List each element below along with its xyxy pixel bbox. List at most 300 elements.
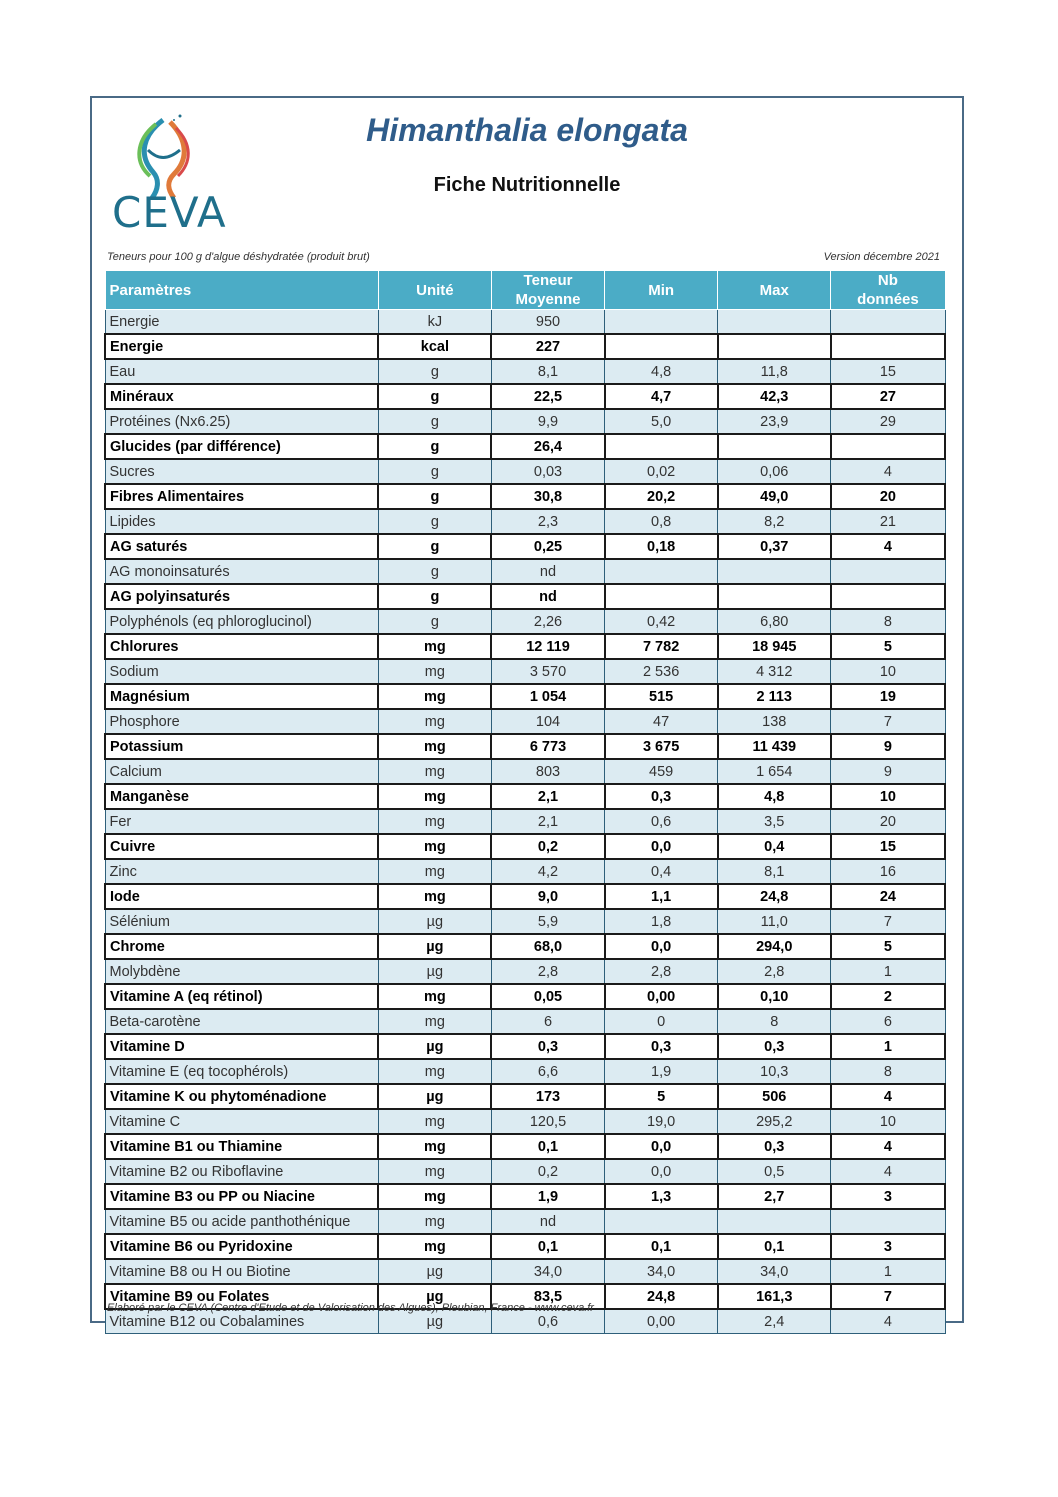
cell-parametre: Vitamine B1 ou Thiamine xyxy=(105,1134,378,1159)
cell-parametre: Zinc xyxy=(105,859,378,884)
table-row xyxy=(105,859,945,884)
cell-max: 0,1 xyxy=(718,1234,831,1259)
cell-min: 1,1 xyxy=(605,884,718,909)
cell-teneur: 6,6 xyxy=(491,1059,604,1084)
cell-parametre: Glucides (par différence) xyxy=(105,434,378,459)
cell-min xyxy=(605,310,718,335)
cell-parametre: Vitamine D xyxy=(105,1034,378,1059)
cell-max: 4 312 xyxy=(718,659,831,684)
cell-nb xyxy=(831,1209,945,1234)
cell-min: 0,02 xyxy=(605,459,718,484)
cell-teneur: 12 119 xyxy=(491,634,604,659)
cell-nb: 5 xyxy=(831,934,945,959)
cell-nb: 19 xyxy=(831,684,945,709)
cell-teneur: 1,9 xyxy=(491,1184,604,1209)
table-row xyxy=(105,709,945,734)
cell-unite: µg xyxy=(378,909,491,934)
cell-unite: mg xyxy=(378,1209,491,1234)
table-row xyxy=(105,984,945,1009)
cell-unite: mg xyxy=(378,634,491,659)
cell-unite: kcal xyxy=(378,334,491,359)
cell-unite: mg xyxy=(378,1134,491,1159)
cell-max: 506 xyxy=(718,1084,831,1109)
cell-max xyxy=(718,434,831,459)
cell-min: 0,00 xyxy=(605,1309,718,1334)
table-row xyxy=(105,1234,945,1259)
cell-min: 5,0 xyxy=(605,409,718,434)
cell-nb: 27 xyxy=(831,384,945,409)
cell-min: 47 xyxy=(605,709,718,734)
cell-nb: 6 xyxy=(831,1009,945,1034)
cell-unite: µg xyxy=(378,1084,491,1109)
cell-unite: g xyxy=(378,384,491,409)
cell-teneur: 2,1 xyxy=(491,784,604,809)
header-unite: Unité xyxy=(378,271,491,310)
cell-min: 0,3 xyxy=(605,784,718,809)
cell-min xyxy=(605,584,718,609)
cell-unite: mg xyxy=(378,984,491,1009)
cell-max: 1 654 xyxy=(718,759,831,784)
cell-unite: g xyxy=(378,484,491,509)
table-row xyxy=(105,934,945,959)
cell-teneur: 0,3 xyxy=(491,1034,604,1059)
cell-min: 1,3 xyxy=(605,1184,718,1209)
cell-teneur: 0,2 xyxy=(491,834,604,859)
table-row xyxy=(105,659,945,684)
cell-min: 2 536 xyxy=(605,659,718,684)
header-nb-donnees: Nb données xyxy=(831,271,945,310)
cell-max: 24,8 xyxy=(718,884,831,909)
table-row xyxy=(105,959,945,984)
cell-unite: g xyxy=(378,409,491,434)
table-row xyxy=(105,759,945,784)
cell-max: 3,5 xyxy=(718,809,831,834)
cell-teneur: 950 xyxy=(491,310,604,335)
cell-max xyxy=(718,1209,831,1234)
cell-parametre: Minéraux xyxy=(105,384,378,409)
cell-parametre: Vitamine E (eq tocophérols) xyxy=(105,1059,378,1084)
table-row xyxy=(105,509,945,534)
cell-unite: mg xyxy=(378,884,491,909)
cell-parametre: Energie xyxy=(105,334,378,359)
cell-unite: µg xyxy=(378,934,491,959)
cell-max xyxy=(718,559,831,584)
cell-parametre: AG monoinsaturés xyxy=(105,559,378,584)
cell-parametre: Sodium xyxy=(105,659,378,684)
cell-parametre: Magnésium xyxy=(105,684,378,709)
cell-min: 1,9 xyxy=(605,1059,718,1084)
cell-max xyxy=(718,584,831,609)
cell-teneur: 173 xyxy=(491,1084,604,1109)
cell-nb xyxy=(831,434,945,459)
cell-teneur: 104 xyxy=(491,709,604,734)
cell-max: 23,9 xyxy=(718,409,831,434)
cell-parametre: Eau xyxy=(105,359,378,384)
cell-nb: 4 xyxy=(831,1159,945,1184)
cell-max: 294,0 xyxy=(718,934,831,959)
table-body xyxy=(105,310,945,1334)
table-row xyxy=(105,1184,945,1209)
cell-parametre: Vitamine B2 ou Riboflavine xyxy=(105,1159,378,1184)
cell-parametre: Chlorures xyxy=(105,634,378,659)
cell-teneur: 9,9 xyxy=(491,409,604,434)
cell-unite: g xyxy=(378,534,491,559)
cell-unite: mg xyxy=(378,1109,491,1134)
table-row xyxy=(105,1059,945,1084)
cell-unite: µg xyxy=(378,959,491,984)
cell-min: 0,4 xyxy=(605,859,718,884)
cell-unite: µg xyxy=(378,1034,491,1059)
table-row xyxy=(105,1084,945,1109)
cell-parametre: AG saturés xyxy=(105,534,378,559)
cell-teneur: nd xyxy=(491,559,604,584)
cell-min xyxy=(605,334,718,359)
cell-unite: g xyxy=(378,609,491,634)
cell-parametre: Vitamine B12 ou Cobalamines xyxy=(105,1309,378,1334)
cell-nb: 3 xyxy=(831,1234,945,1259)
page-title: Himanthalia elongata xyxy=(366,112,688,148)
table-row xyxy=(105,409,945,434)
cell-nb xyxy=(831,334,945,359)
table-row xyxy=(105,310,945,335)
cell-min xyxy=(605,434,718,459)
cell-teneur: 803 xyxy=(491,759,604,784)
cell-unite: g xyxy=(378,509,491,534)
cell-max: 42,3 xyxy=(718,384,831,409)
table-row xyxy=(105,359,945,384)
cell-teneur: 2,3 xyxy=(491,509,604,534)
cell-teneur: 6 xyxy=(491,1009,604,1034)
cell-nb: 9 xyxy=(831,759,945,784)
cell-nb: 7 xyxy=(831,709,945,734)
cell-teneur: 3 570 xyxy=(491,659,604,684)
cell-max: 2 113 xyxy=(718,684,831,709)
cell-parametre: Sucres xyxy=(105,459,378,484)
cell-nb: 4 xyxy=(831,1084,945,1109)
cell-parametre: Vitamine K ou phytoménadione xyxy=(105,1084,378,1109)
cell-teneur: nd xyxy=(491,584,604,609)
table-row xyxy=(105,459,945,484)
cell-nb: 8 xyxy=(831,609,945,634)
table-row xyxy=(105,1134,945,1159)
cell-teneur: 22,5 xyxy=(491,384,604,409)
cell-max: 0,10 xyxy=(718,984,831,1009)
cell-nb: 10 xyxy=(831,659,945,684)
cell-max: 11,8 xyxy=(718,359,831,384)
page-subtitle: Fiche Nutritionnelle xyxy=(433,174,621,196)
cell-unite: µg xyxy=(378,1259,491,1284)
cell-parametre: AG polyinsaturés xyxy=(105,584,378,609)
cell-min: 0,3 xyxy=(605,1034,718,1059)
cell-nb: 5 xyxy=(831,634,945,659)
cell-teneur: 26,4 xyxy=(491,434,604,459)
cell-unite: mg xyxy=(378,759,491,784)
table-row xyxy=(105,1159,945,1184)
cell-unite: kJ xyxy=(378,310,491,335)
cell-min: 0,0 xyxy=(605,1134,718,1159)
cell-min: 3 675 xyxy=(605,734,718,759)
cell-max: 138 xyxy=(718,709,831,734)
header-parametres: Paramètres xyxy=(105,271,378,310)
table-row xyxy=(105,1209,945,1234)
nutrition-table xyxy=(104,270,946,1334)
cell-parametre: Iode xyxy=(105,884,378,909)
cell-parametre: Vitamine B3 ou PP ou Niacine xyxy=(105,1184,378,1209)
cell-min: 4,7 xyxy=(605,384,718,409)
cell-max: 4,8 xyxy=(718,784,831,809)
cell-unite: mg xyxy=(378,1159,491,1184)
cell-unite: mg xyxy=(378,1184,491,1209)
cell-unite: mg xyxy=(378,1059,491,1084)
cell-teneur: 2,8 xyxy=(491,959,604,984)
table-row xyxy=(105,534,945,559)
cell-min: 0,0 xyxy=(605,834,718,859)
cell-max: 0,3 xyxy=(718,1034,831,1059)
cell-max: 11 439 xyxy=(718,734,831,759)
cell-max: 0,3 xyxy=(718,1134,831,1159)
table-row xyxy=(105,334,945,359)
cell-min: 34,0 xyxy=(605,1259,718,1284)
table-row xyxy=(105,1109,945,1134)
cell-min: 20,2 xyxy=(605,484,718,509)
table-row xyxy=(105,634,945,659)
cell-parametre: Fibres Alimentaires xyxy=(105,484,378,509)
header-teneur-moyenne: Teneur Moyenne xyxy=(491,271,604,310)
cell-teneur: 68,0 xyxy=(491,934,604,959)
cell-nb: 3 xyxy=(831,1184,945,1209)
cell-teneur: 2,26 xyxy=(491,609,604,634)
cell-max: 11,0 xyxy=(718,909,831,934)
cell-nb: 2 xyxy=(831,984,945,1009)
cell-parametre: Fer xyxy=(105,809,378,834)
table-row xyxy=(105,484,945,509)
cell-teneur: 83,5 xyxy=(491,1284,604,1309)
cell-teneur: 30,8 xyxy=(491,484,604,509)
cell-min: 0,0 xyxy=(605,934,718,959)
cell-nb: 10 xyxy=(831,1109,945,1134)
table-header-row xyxy=(105,271,945,310)
cell-max: 0,37 xyxy=(718,534,831,559)
cell-parametre: Vitamine B8 ou H ou Biotine xyxy=(105,1259,378,1284)
cell-max: 2,8 xyxy=(718,959,831,984)
cell-min: 0,00 xyxy=(605,984,718,1009)
cell-nb: 4 xyxy=(831,1309,945,1334)
cell-parametre: Vitamine C xyxy=(105,1109,378,1134)
cell-teneur: 4,2 xyxy=(491,859,604,884)
cell-teneur: 227 xyxy=(491,334,604,359)
cell-unite: mg xyxy=(378,1009,491,1034)
cell-nb: 4 xyxy=(831,1134,945,1159)
cell-nb: 7 xyxy=(831,1284,945,1309)
cell-parametre: Vitamine B6 ou Pyridoxine xyxy=(105,1234,378,1259)
cell-nb: 24 xyxy=(831,884,945,909)
cell-teneur: 0,1 xyxy=(491,1134,604,1159)
cell-unite: µg xyxy=(378,1309,491,1334)
cell-parametre: Potassium xyxy=(105,734,378,759)
cell-max: 34,0 xyxy=(718,1259,831,1284)
cell-min: 0 xyxy=(605,1009,718,1034)
cell-unite: g xyxy=(378,434,491,459)
cell-max: 0,06 xyxy=(718,459,831,484)
table-row xyxy=(105,609,945,634)
cell-teneur: 2,1 xyxy=(491,809,604,834)
cell-min: 19,0 xyxy=(605,1109,718,1134)
cell-parametre: Vitamine B9 ou Folates xyxy=(105,1284,378,1309)
table-row xyxy=(105,384,945,409)
cell-min: 5 xyxy=(605,1084,718,1109)
cell-min: 2,8 xyxy=(605,959,718,984)
content-note: Teneurs pour 100 g d'algue déshydratée (produit brut) xyxy=(107,251,370,263)
cell-min: 4,8 xyxy=(605,359,718,384)
cell-unite: g xyxy=(378,459,491,484)
cell-teneur: nd xyxy=(491,1209,604,1234)
logo-text: CEVA xyxy=(112,188,227,237)
cell-teneur: 0,6 xyxy=(491,1309,604,1334)
table-row xyxy=(105,809,945,834)
cell-max: 2,7 xyxy=(718,1184,831,1209)
cell-nb: 10 xyxy=(831,784,945,809)
table-row xyxy=(105,1259,945,1284)
cell-teneur: 0,03 xyxy=(491,459,604,484)
cell-min: 0,6 xyxy=(605,809,718,834)
cell-unite: g xyxy=(378,584,491,609)
cell-nb: 1 xyxy=(831,959,945,984)
cell-min: 1,8 xyxy=(605,909,718,934)
cell-parametre: Vitamine B5 ou acide panthothénique xyxy=(105,1209,378,1234)
cell-nb: 20 xyxy=(831,809,945,834)
cell-min: 24,8 xyxy=(605,1284,718,1309)
cell-unite: mg xyxy=(378,809,491,834)
cell-nb: 16 xyxy=(831,859,945,884)
cell-nb: 7 xyxy=(831,909,945,934)
cell-nb: 8 xyxy=(831,1059,945,1084)
cell-min: 0,18 xyxy=(605,534,718,559)
cell-unite: mg xyxy=(378,784,491,809)
cell-max: 0,4 xyxy=(718,834,831,859)
cell-max: 18 945 xyxy=(718,634,831,659)
cell-unite: mg xyxy=(378,1234,491,1259)
cell-nb: 21 xyxy=(831,509,945,534)
cell-teneur: 0,25 xyxy=(491,534,604,559)
cell-min: 459 xyxy=(605,759,718,784)
cell-unite: g xyxy=(378,359,491,384)
table-row xyxy=(105,834,945,859)
cell-nb: 29 xyxy=(831,409,945,434)
cell-parametre: Protéines (Nx6.25) xyxy=(105,409,378,434)
cell-max: 49,0 xyxy=(718,484,831,509)
cell-max: 0,5 xyxy=(718,1159,831,1184)
cell-parametre: Polyphénols (eq phloroglucinol) xyxy=(105,609,378,634)
cell-min: 0,0 xyxy=(605,1159,718,1184)
cell-nb: 15 xyxy=(831,834,945,859)
cell-teneur: 1 054 xyxy=(491,684,604,709)
cell-max: 10,3 xyxy=(718,1059,831,1084)
cell-min: 0,8 xyxy=(605,509,718,534)
cell-nb: 9 xyxy=(831,734,945,759)
cell-nb: 4 xyxy=(831,534,945,559)
cell-parametre: Molybdène xyxy=(105,959,378,984)
header-min: Min xyxy=(605,271,718,310)
cell-unite: mg xyxy=(378,734,491,759)
cell-unite: mg xyxy=(378,859,491,884)
cell-nb xyxy=(831,559,945,584)
cell-parametre: Calcium xyxy=(105,759,378,784)
cell-nb: 20 xyxy=(831,484,945,509)
cell-parametre: Energie xyxy=(105,310,378,335)
table-row xyxy=(105,909,945,934)
cell-parametre: Sélénium xyxy=(105,909,378,934)
cell-nb: 4 xyxy=(831,459,945,484)
version-note: Version décembre 2021 xyxy=(823,251,940,263)
cell-nb xyxy=(831,310,945,335)
table-row xyxy=(105,734,945,759)
cell-min: 0,1 xyxy=(605,1234,718,1259)
table-row xyxy=(105,1034,945,1059)
cell-teneur: 6 773 xyxy=(491,734,604,759)
cell-max: 2,4 xyxy=(718,1309,831,1334)
cell-parametre: Lipides xyxy=(105,509,378,534)
cell-min: 0,42 xyxy=(605,609,718,634)
cell-nb: 1 xyxy=(831,1034,945,1059)
cell-teneur: 34,0 xyxy=(491,1259,604,1284)
cell-unite: g xyxy=(378,559,491,584)
cell-parametre: Beta-carotène xyxy=(105,1009,378,1034)
cell-parametre: Chrome xyxy=(105,934,378,959)
cell-unite: µg xyxy=(378,1284,491,1309)
cell-teneur: 0,05 xyxy=(491,984,604,1009)
cell-unite: mg xyxy=(378,834,491,859)
cell-teneur: 9,0 xyxy=(491,884,604,909)
cell-nb: 15 xyxy=(831,359,945,384)
table-row xyxy=(105,434,945,459)
cell-teneur: 5,9 xyxy=(491,909,604,934)
cell-teneur: 0,1 xyxy=(491,1234,604,1259)
cell-parametre: Phosphore xyxy=(105,709,378,734)
cell-teneur: 0,2 xyxy=(491,1159,604,1184)
cell-max: 295,2 xyxy=(718,1109,831,1134)
table-row xyxy=(105,1009,945,1034)
cell-max xyxy=(718,310,831,335)
cell-parametre: Vitamine A (eq rétinol) xyxy=(105,984,378,1009)
table-row xyxy=(105,559,945,584)
cell-max xyxy=(718,334,831,359)
table-row xyxy=(105,884,945,909)
table-row xyxy=(105,784,945,809)
cell-unite: mg xyxy=(378,709,491,734)
cell-parametre: Cuivre xyxy=(105,834,378,859)
cell-teneur: 8,1 xyxy=(491,359,604,384)
cell-max: 161,3 xyxy=(718,1284,831,1309)
cell-unite: mg xyxy=(378,684,491,709)
table-row xyxy=(105,584,945,609)
footer-credit: Elaboré par le CEVA (Centre d'Etude et de Valorisation des Algues), Pleubian, France - www.ceva.fr xyxy=(107,1302,594,1314)
cell-max: 8 xyxy=(718,1009,831,1034)
cell-max: 6,80 xyxy=(718,609,831,634)
cell-nb xyxy=(831,584,945,609)
cell-max: 8,2 xyxy=(718,509,831,534)
cell-min xyxy=(605,559,718,584)
cell-min: 7 782 xyxy=(605,634,718,659)
cell-unite: mg xyxy=(378,659,491,684)
cell-nb: 1 xyxy=(831,1259,945,1284)
cell-teneur: 120,5 xyxy=(491,1109,604,1134)
cell-max: 8,1 xyxy=(718,859,831,884)
table-row xyxy=(105,684,945,709)
cell-parametre: Manganèse xyxy=(105,784,378,809)
header-max: Max xyxy=(718,271,831,310)
cell-min: 515 xyxy=(605,684,718,709)
cell-min xyxy=(605,1209,718,1234)
